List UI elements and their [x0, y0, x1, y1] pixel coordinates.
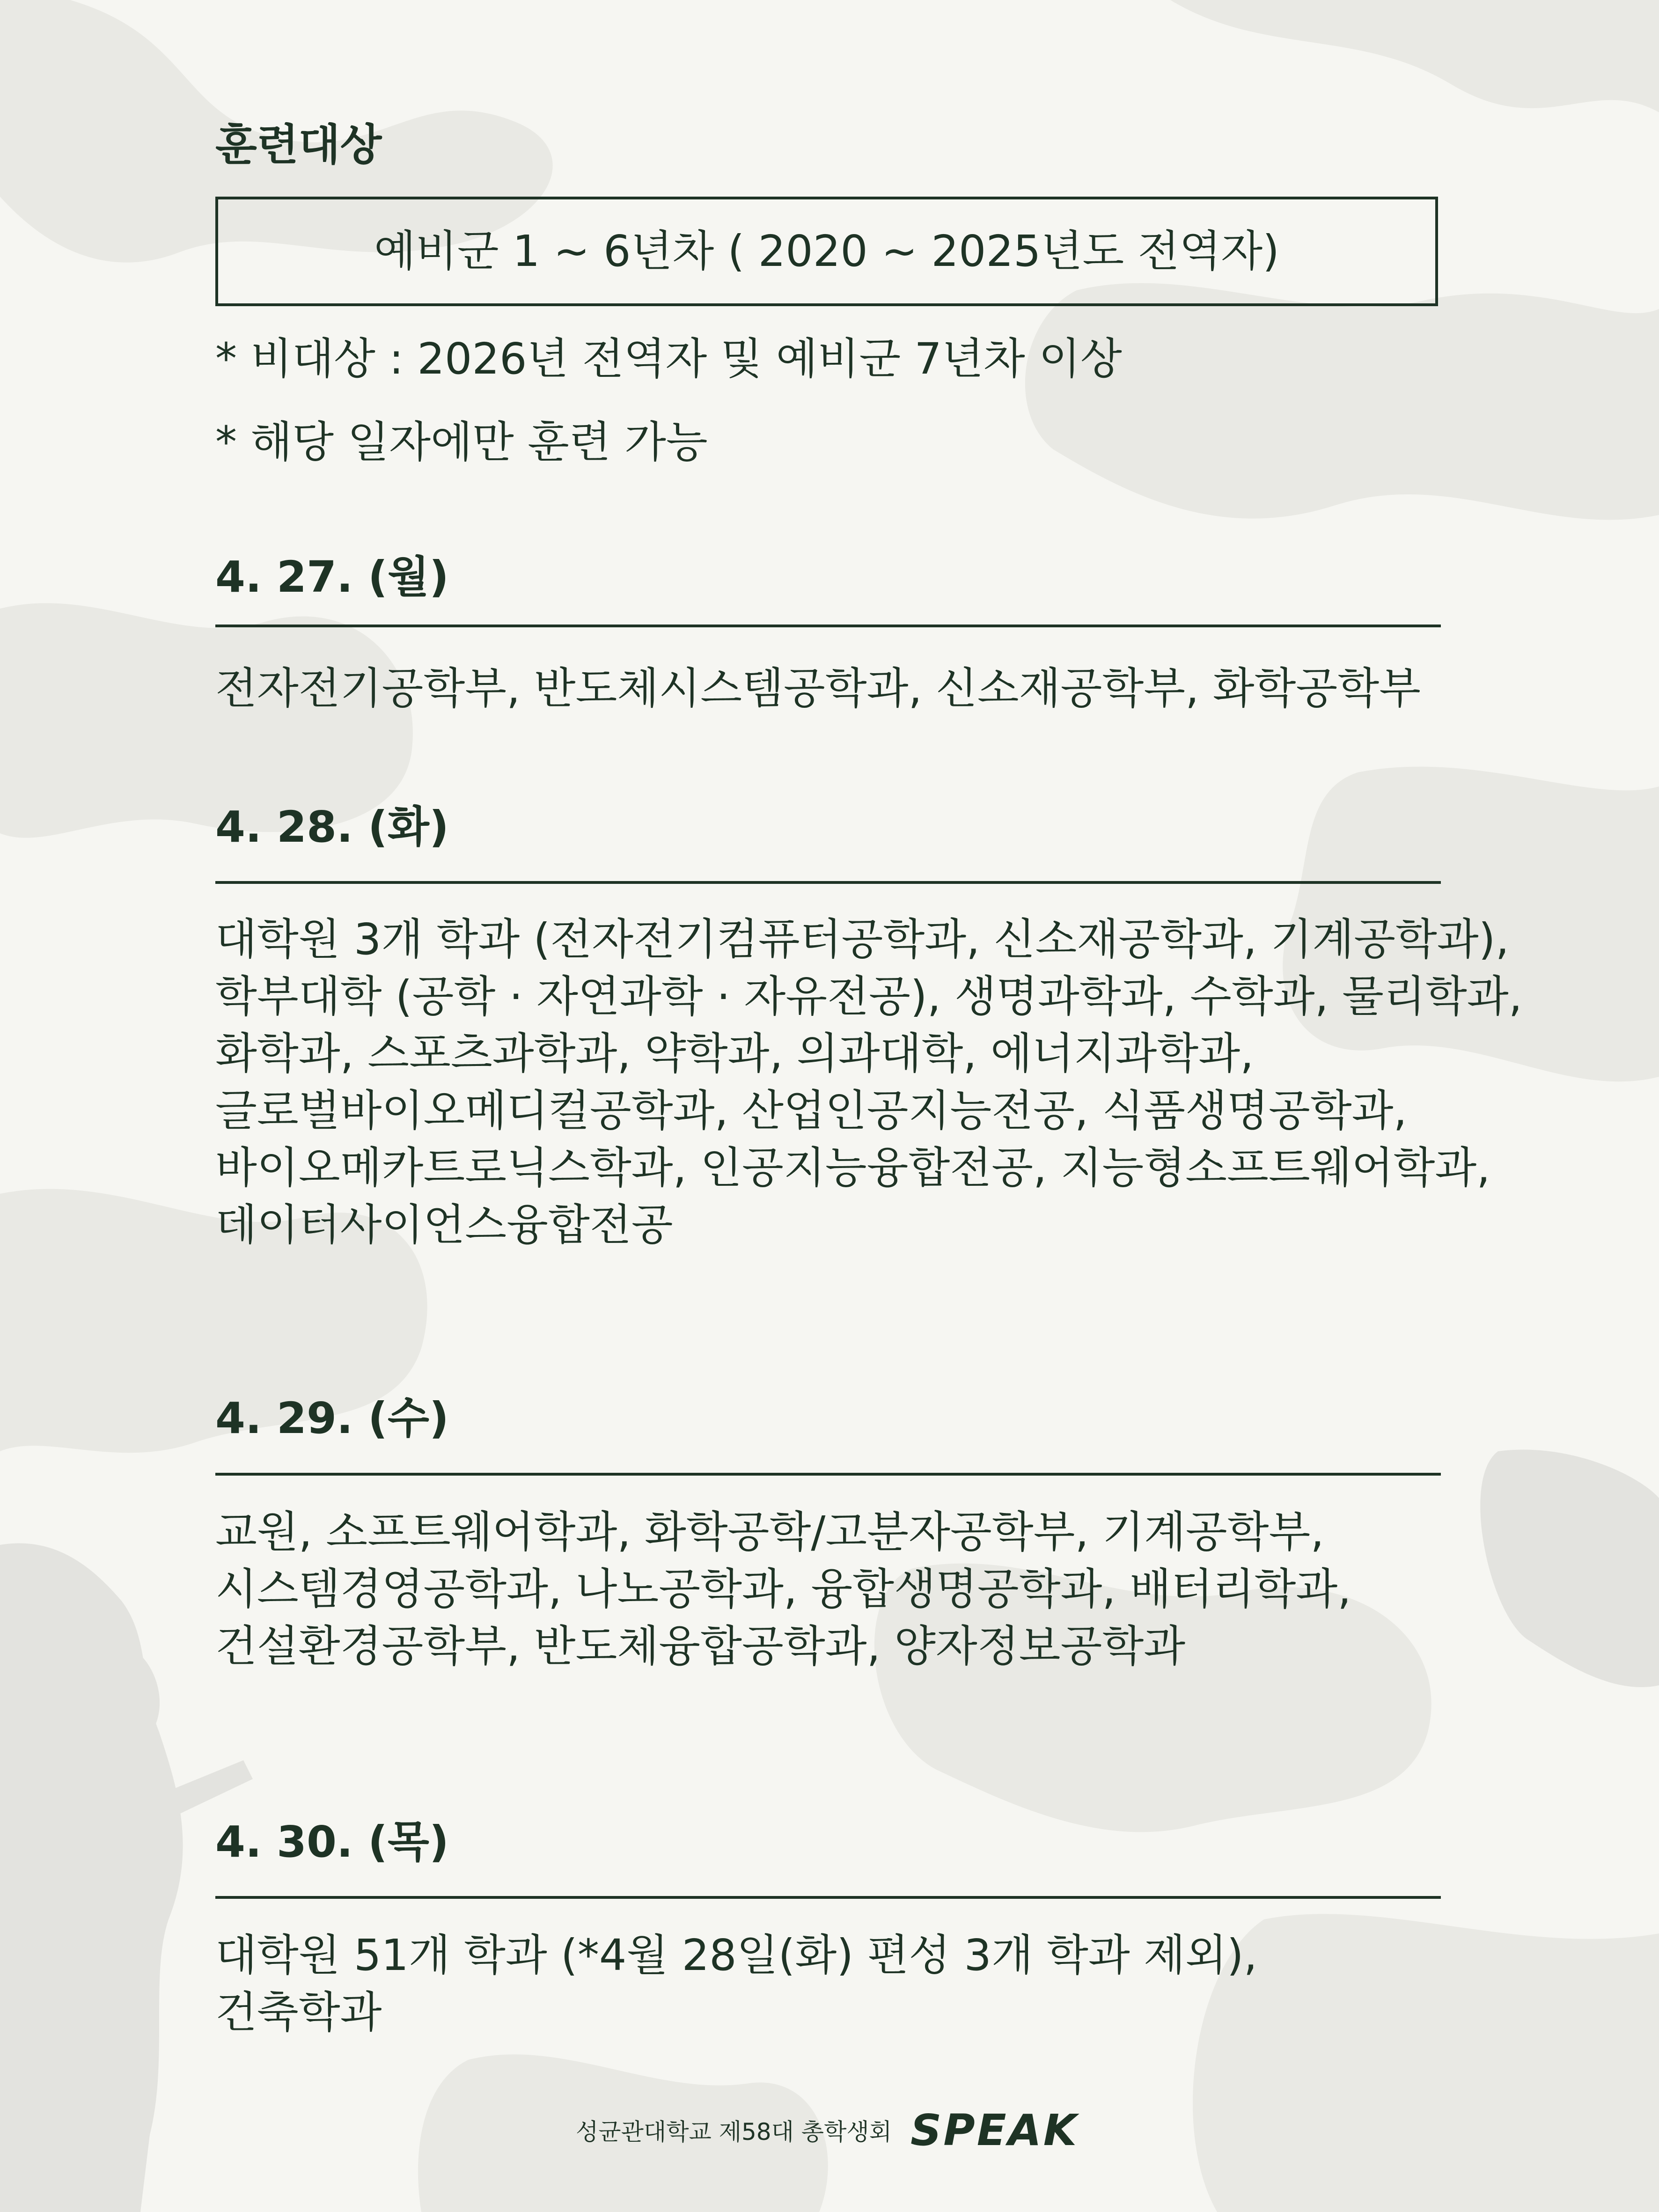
dept-list-0428 [215, 911, 1522, 1254]
dept-list-0427 [215, 660, 1479, 717]
dept-line: 교원, 소프트웨어학과, 화학공학/고분자공학부, 기계공학부, [215, 1507, 1324, 1557]
footer-org: 성균관대학교 제58대 총학생회 [576, 2118, 892, 2146]
target-box-text: 예비군 1 ~ 6년차 ( 2020 ~ 2025년도 전역자) [374, 226, 1279, 276]
note-date-only: * 해당 일자에만 훈련 가능 [215, 417, 708, 467]
dept-list-0430 [215, 1927, 1479, 2041]
divider [215, 1896, 1441, 1899]
dept-line: 대학원 51개 학과 (*4월 28일(화) 편성 3개 학과 제외), [215, 1930, 1257, 1980]
dept-line: 화학과, 스포츠과학과, 약학과, 의과대학, 에너지과학과, [215, 1029, 1254, 1079]
dept-line: 바이오메카트로닉스학과, 인공지능융합전공, 지능형소프트웨어학과, [215, 1143, 1490, 1193]
dept-list-0429 [215, 1504, 1479, 1675]
speak-logo: SPEAK [910, 2105, 1079, 2155]
divider [215, 625, 1441, 627]
dept-line: 대학원 3개 학과 (전자전기컴퓨터공학과, 신소재공학과, 기계공학과), [215, 914, 1509, 964]
footer [576, 2107, 1079, 2153]
date-heading-0427: 4. 27. (월) [215, 552, 449, 602]
dept-line: 시스템경영공학과, 나노공학과, 융합생명공학과, 배터리학과, [215, 1564, 1351, 1614]
divider [215, 881, 1441, 884]
divider [215, 1473, 1441, 1476]
note-exclusion: * 비대상 : 2026년 전역자 및 예비군 7년차 이상 [215, 334, 1122, 384]
dept-line: 건축학과 [215, 1987, 382, 2037]
dept-line: 글로벌바이오메디컬공학과, 산업인공지능전공, 식품생명공학과, [215, 1086, 1407, 1136]
date-heading-0430: 4. 30. (목) [215, 1817, 449, 1867]
target-heading: 훈련대상 [215, 120, 382, 170]
target-box [215, 197, 1438, 306]
dept-line: 건설환경공학부, 반도체융합공학과, 양자정보공학과 [215, 1621, 1186, 1671]
dept-line: 학부대학 (공학 · 자연과학 · 자유전공), 생명과학과, 수학과, 물리학과, [215, 971, 1522, 1021]
date-heading-0429: 4. 29. (수) [215, 1393, 449, 1443]
dept-line: 전자전기공학부, 반도체시스템공학과, 신소재공학부, 화학공학부 [215, 663, 1421, 713]
date-heading-0428: 4. 28. (화) [215, 802, 449, 852]
dept-line: 데이터사이언스융합전공 [215, 1200, 673, 1250]
